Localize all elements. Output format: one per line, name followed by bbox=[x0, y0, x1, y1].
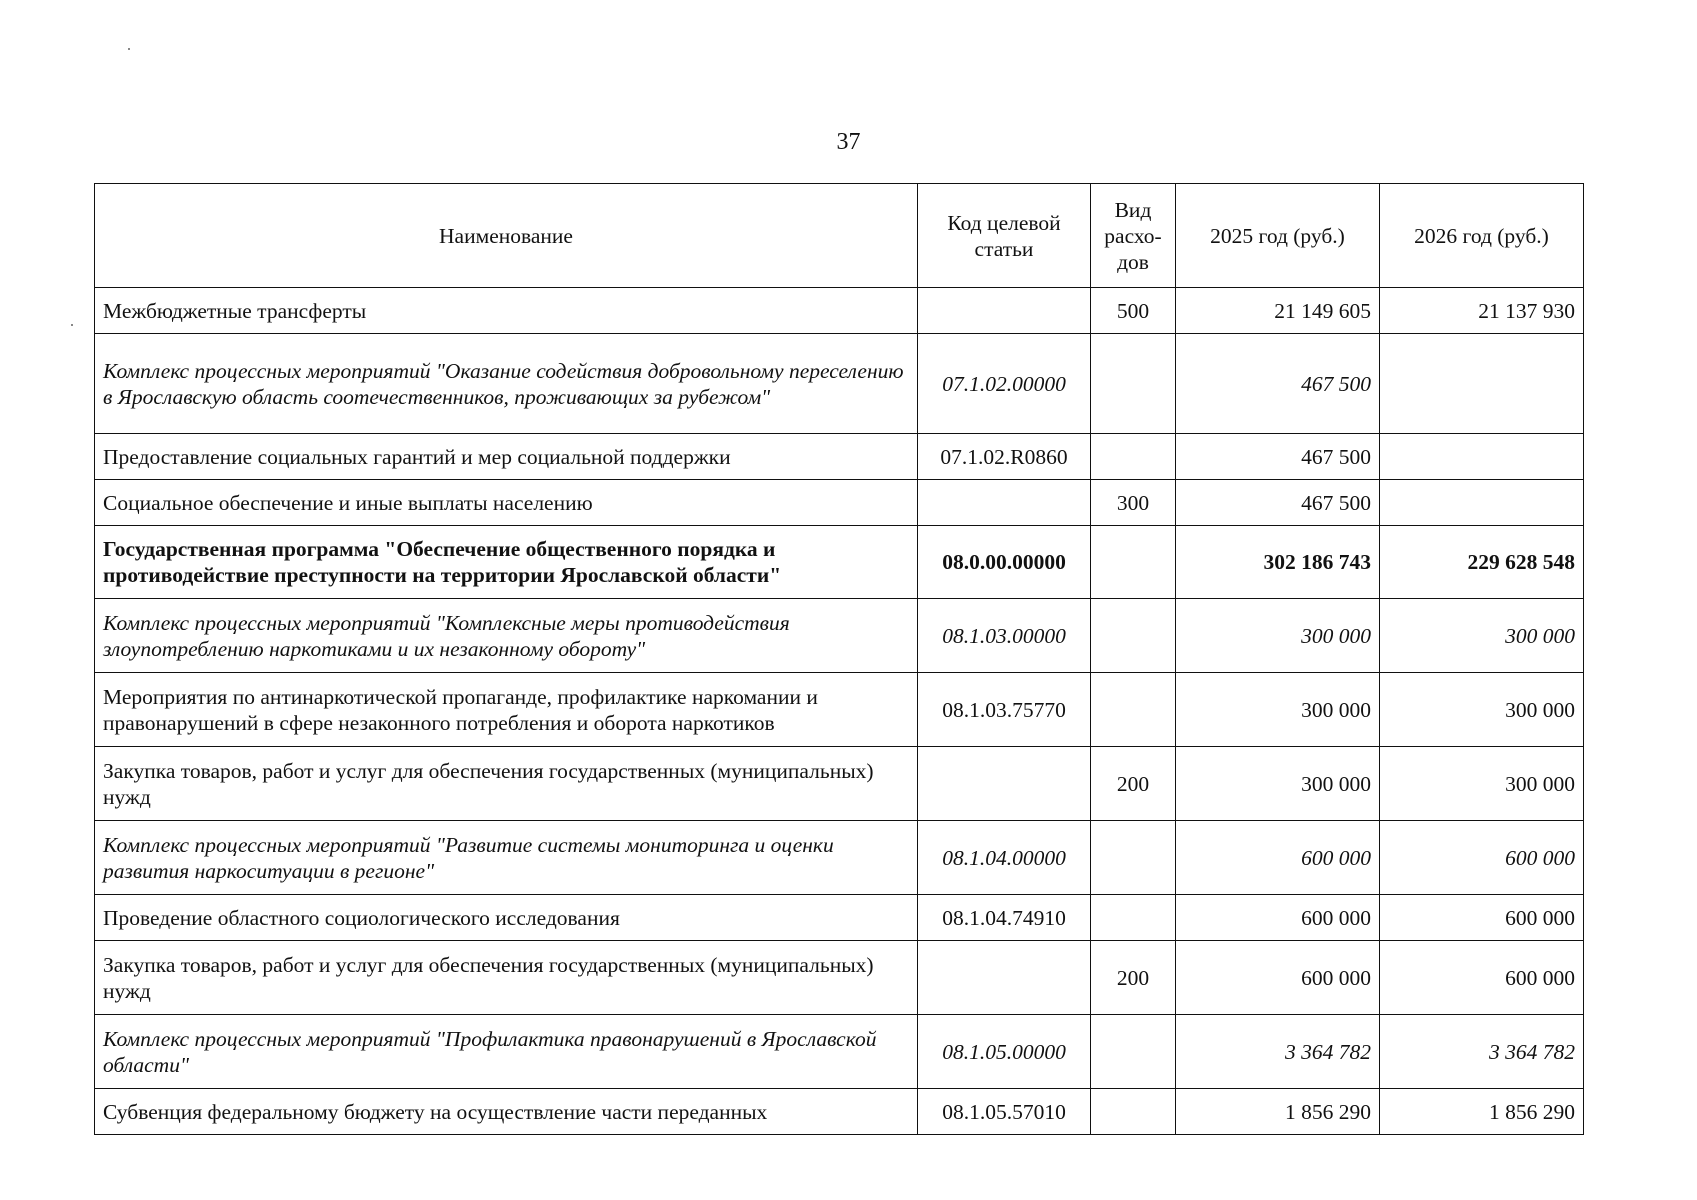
row-name-cell: Проведение областного социологического исследования bbox=[95, 895, 918, 941]
row-2026-cell: 600 000 bbox=[1380, 941, 1584, 1015]
row-2026-cell: 21 137 930 bbox=[1380, 288, 1584, 334]
row-2026-cell: 600 000 bbox=[1380, 895, 1584, 941]
row-kind-cell: 200 bbox=[1091, 747, 1176, 821]
row-2025-cell: 21 149 605 bbox=[1176, 288, 1380, 334]
row-code-cell: 08.1.03.75770 bbox=[918, 673, 1091, 747]
row-code-cell: 08.1.03.00000 bbox=[918, 599, 1091, 673]
row-kind-cell bbox=[1091, 821, 1176, 895]
row-2026-cell: 300 000 bbox=[1380, 673, 1584, 747]
row-2026-cell bbox=[1380, 434, 1584, 480]
row-2025-cell: 300 000 bbox=[1176, 599, 1380, 673]
table-row bbox=[95, 895, 1584, 941]
row-code-cell: 08.1.04.00000 bbox=[918, 821, 1091, 895]
scan-speck bbox=[71, 324, 73, 326]
table-row bbox=[95, 288, 1584, 334]
row-name-cell: Комплекс процессных мероприятий "Развитие системы мониторинга и оценки развития наркоситуации в регионе" bbox=[95, 821, 918, 895]
table-header-row bbox=[95, 184, 1584, 288]
table-row bbox=[95, 1089, 1584, 1135]
table-row bbox=[95, 434, 1584, 480]
header-name: Наименование bbox=[95, 184, 918, 288]
row-name-cell: Закупка товаров, работ и услуг для обеспечения государственных (муниципальных) нужд bbox=[95, 941, 918, 1015]
table-row bbox=[95, 526, 1584, 599]
row-kind-cell bbox=[1091, 526, 1176, 599]
table-body bbox=[95, 288, 1584, 1135]
table-row bbox=[95, 673, 1584, 747]
row-2025-cell: 467 500 bbox=[1176, 434, 1380, 480]
row-code-cell: 07.1.02.R0860 bbox=[918, 434, 1091, 480]
row-kind-cell bbox=[1091, 434, 1176, 480]
row-code-cell: 08.1.05.57010 bbox=[918, 1089, 1091, 1135]
row-name-cell: Закупка товаров, работ и услуг для обеспечения государственных (муниципальных) нужд bbox=[95, 747, 918, 821]
row-2026-cell: 229 628 548 bbox=[1380, 526, 1584, 599]
row-2026-cell: 300 000 bbox=[1380, 747, 1584, 821]
row-2025-cell: 300 000 bbox=[1176, 747, 1380, 821]
row-kind-cell bbox=[1091, 334, 1176, 434]
table-row bbox=[95, 1015, 1584, 1089]
row-code-cell bbox=[918, 288, 1091, 334]
row-2025-cell: 600 000 bbox=[1176, 821, 1380, 895]
header-code: Код целевой статьи bbox=[918, 184, 1091, 288]
table-row bbox=[95, 747, 1584, 821]
row-2025-cell: 467 500 bbox=[1176, 480, 1380, 526]
row-kind-cell bbox=[1091, 599, 1176, 673]
budget-table bbox=[94, 183, 1584, 1135]
table-row bbox=[95, 480, 1584, 526]
header-2025: 2025 год (руб.) bbox=[1176, 184, 1380, 288]
table-row bbox=[95, 941, 1584, 1015]
row-code-cell bbox=[918, 480, 1091, 526]
row-2025-cell: 467 500 bbox=[1176, 334, 1380, 434]
row-kind-cell: 500 bbox=[1091, 288, 1176, 334]
row-code-cell: 08.1.04.74910 bbox=[918, 895, 1091, 941]
row-code-cell bbox=[918, 941, 1091, 1015]
scan-speck bbox=[128, 48, 130, 50]
row-kind-cell bbox=[1091, 673, 1176, 747]
row-code-cell: 08.0.00.00000 bbox=[918, 526, 1091, 599]
header-2026: 2026 год (руб.) bbox=[1380, 184, 1584, 288]
header-kind: Вид расхо-дов bbox=[1091, 184, 1176, 288]
table-row bbox=[95, 334, 1584, 434]
row-name-cell: Комплекс процессных мероприятий "Профилактика правонарушений в Ярославской области" bbox=[95, 1015, 918, 1089]
row-2025-cell: 300 000 bbox=[1176, 673, 1380, 747]
row-code-cell bbox=[918, 747, 1091, 821]
row-2025-cell: 600 000 bbox=[1176, 941, 1380, 1015]
row-2025-cell: 1 856 290 bbox=[1176, 1089, 1380, 1135]
row-kind-cell: 200 bbox=[1091, 941, 1176, 1015]
row-name-cell: Социальное обеспечение и иные выплаты населению bbox=[95, 480, 918, 526]
row-name-cell: Мероприятия по антинаркотической пропаганде, профилактике наркомании и правонарушений в сфере незаконного потребления и оборота наркотиков bbox=[95, 673, 918, 747]
row-name-cell: Предоставление социальных гарантий и мер социальной поддержки bbox=[95, 434, 918, 480]
row-2026-cell: 1 856 290 bbox=[1380, 1089, 1584, 1135]
row-code-cell: 07.1.02.00000 bbox=[918, 334, 1091, 434]
row-kind-cell bbox=[1091, 1015, 1176, 1089]
table-row bbox=[95, 599, 1584, 673]
row-2026-cell: 600 000 bbox=[1380, 821, 1584, 895]
row-code-cell: 08.1.05.00000 bbox=[918, 1015, 1091, 1089]
row-name-cell: Государственная программа "Обеспечение общественного порядка и противодействие преступности на территории Ярославской области" bbox=[95, 526, 918, 599]
row-2025-cell: 600 000 bbox=[1176, 895, 1380, 941]
table-row bbox=[95, 821, 1584, 895]
page-number: 37 bbox=[836, 129, 861, 155]
row-kind-cell: 300 bbox=[1091, 480, 1176, 526]
row-2026-cell: 300 000 bbox=[1380, 599, 1584, 673]
row-name-cell: Межбюджетные трансферты bbox=[95, 288, 918, 334]
row-2026-cell: 3 364 782 bbox=[1380, 1015, 1584, 1089]
row-name-cell: Субвенция федеральному бюджету на осуществление части переданных bbox=[95, 1089, 918, 1135]
row-2026-cell bbox=[1380, 480, 1584, 526]
row-name-cell: Комплекс процессных мероприятий "Оказание содействия добровольному переселению в Ярославскую область соотечественников, проживающих за рубежом" bbox=[95, 334, 918, 434]
row-kind-cell bbox=[1091, 895, 1176, 941]
row-name-cell: Комплекс процессных мероприятий "Комплексные меры противодействия злоупотреблению наркотиками и их незаконному обороту" bbox=[95, 599, 918, 673]
row-2026-cell bbox=[1380, 334, 1584, 434]
row-2025-cell: 3 364 782 bbox=[1176, 1015, 1380, 1089]
row-2025-cell: 302 186 743 bbox=[1176, 526, 1380, 599]
row-kind-cell bbox=[1091, 1089, 1176, 1135]
